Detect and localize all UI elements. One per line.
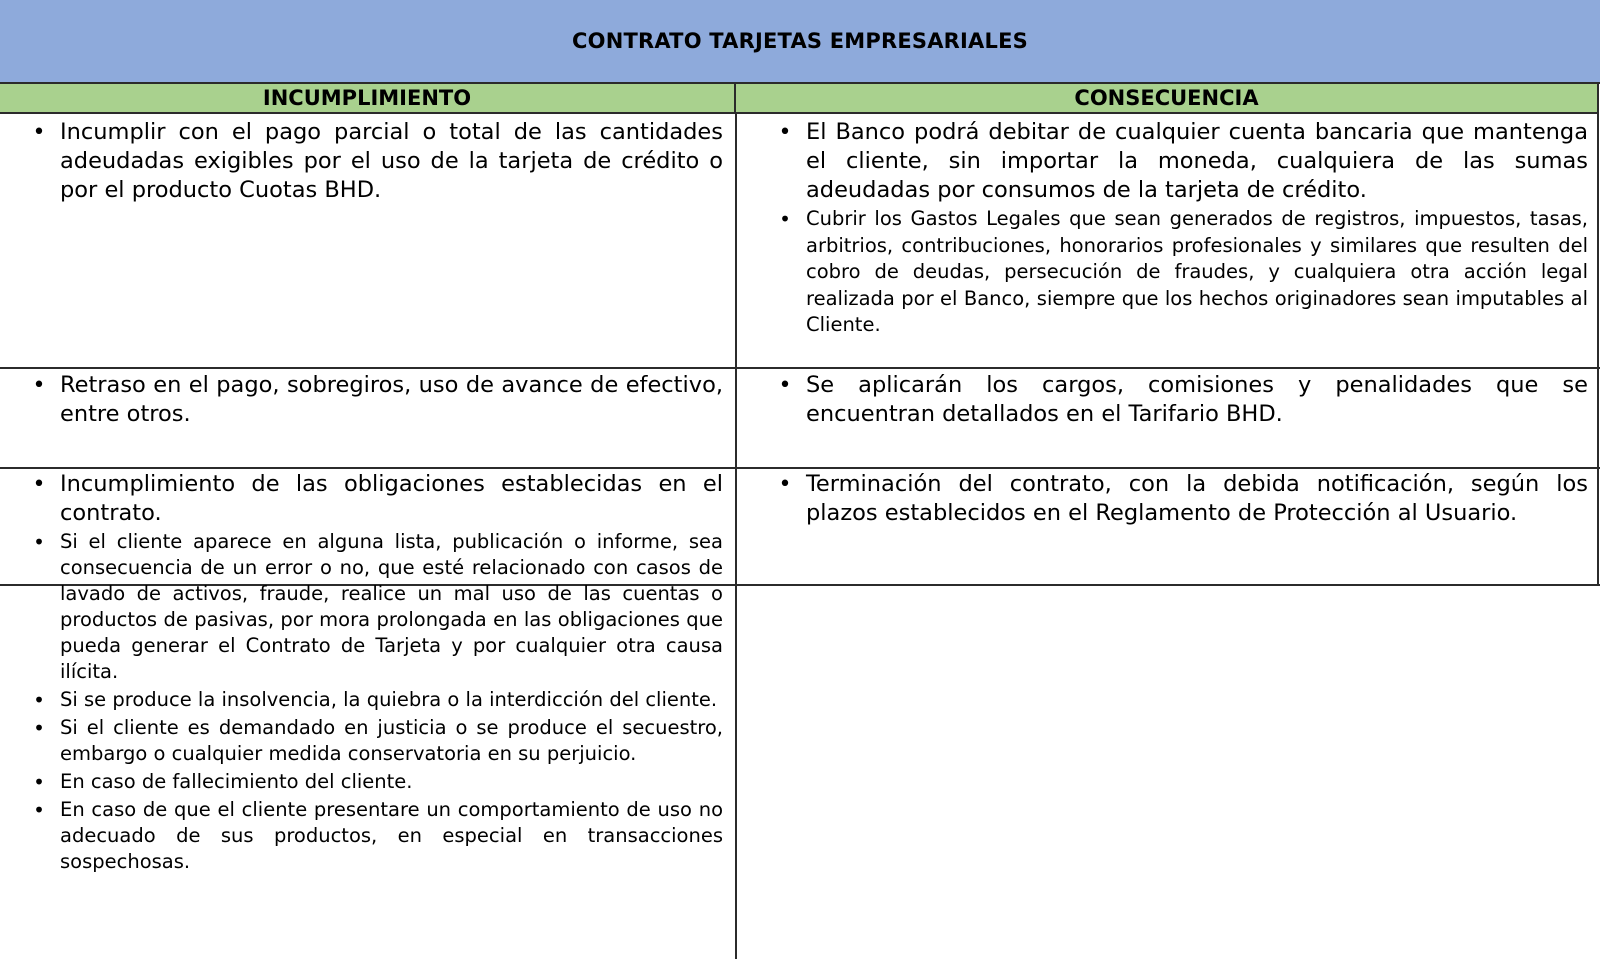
list-item: • Retraso en el pago, sobregiros, uso de avance de efectivo, entre otros. [18,371,723,429]
list-item: • Incumplir con el pago parcial o total de las cantidades adeudadas exigibles por el uso de la tarjeta de crédito o por el producto Cuotas BHD. [18,118,723,205]
list-item: • En caso de que el cliente presentare un comportamiento de uso no adecuado de sus productos, en especial en transacciones sospechosas. [18,797,723,875]
row-divider [0,467,1600,469]
row-2-consecuencia [764,371,1588,429]
row-3-consecuencia [764,470,1588,528]
row-1-consecuencia [764,118,1588,339]
table-title: CONTRATO TARJETAS EMPRESARIALES [572,29,1028,53]
list-item: • Si el cliente aparece en alguna lista, publicación o informe, sea consecuencia de un error o no, que esté relacionado con casos de lavado de activos, fraude, realice un mal uso de las cuentas o productos de pasivas, por mora prolongada en las obligaciones que pueda generar el Contrato de Tarjeta y por cualquier otra causa ilícita. [18,529,723,685]
list-item: • Incumplimiento de las obligaciones establecidas en el contrato. [18,470,723,528]
row-3-incumplimiento [18,470,723,875]
row-2-incumplimiento [18,371,723,429]
list-item: • En caso de fallecimiento del cliente. [18,769,723,795]
list-item: • Se aplicarán los cargos, comisiones y penalidades que se encuentran detallados en el Tarifario BHD. [764,371,1588,429]
list-item: • Si se produce la insolvencia, la quiebra o la interdicción del cliente. [18,687,723,713]
list-item: • El Banco podrá debitar de cualquier cuenta bancaria que mantenga el cliente, sin importar la moneda, cualquiera de las sumas adeudadas por consumos de la tarjeta de crédito. [764,118,1588,205]
list-item: • Si el cliente es demandado en justicia o se produce el secuestro, embargo o cualquier medida conservatoria en su perjuicio. [18,715,723,767]
column-header-incumplimiento: INCUMPLIMIENTO [0,84,736,114]
column-divider [735,114,737,959]
right-border [1597,84,1599,585]
table-title-bar [0,0,1600,84]
row-divider [0,367,1600,369]
list-item: • Terminación del contrato, con la debida notificación, según los plazos establecidos en el Reglamento de Protección al Usuario. [764,470,1588,528]
list-item: • Cubrir los Gastos Legales que sean generados de registros, impuestos, tasas, arbitrios, contribuciones, honorarios profesionales y similares que resulten del cobro de deudas, persecución de fraudes, y cualquiera otra acción legal realizada por el Banco, siempre que los hechos originadores sean imputables al Cliente. [764,206,1588,339]
column-header-consecuencia: CONSECUENCIA [736,84,1599,114]
row-1-incumplimiento [18,118,723,205]
